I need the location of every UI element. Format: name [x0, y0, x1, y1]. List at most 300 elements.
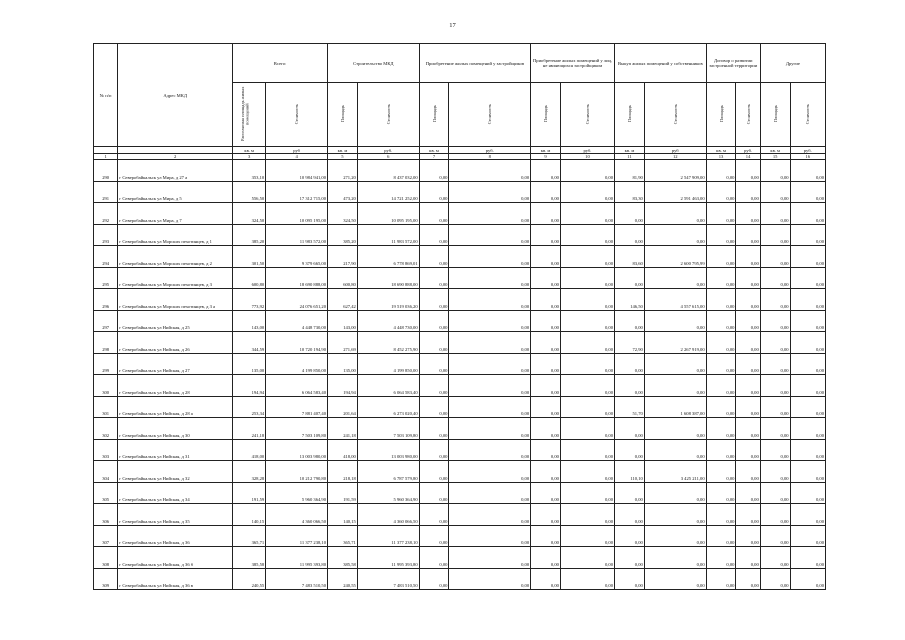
row-value: 2 600 795,99	[644, 246, 706, 268]
row-value: 0,00	[531, 203, 561, 225]
row-value: 0,00	[560, 181, 614, 203]
row-value: 0,00	[531, 396, 561, 418]
row-value: 365,71	[233, 525, 266, 547]
table-row	[94, 332, 826, 354]
row-value: 773,92	[233, 289, 266, 311]
group-construction: Строительство МКД	[328, 44, 420, 83]
row-value: 0,00	[706, 461, 736, 483]
row-value: 0,00	[644, 353, 706, 375]
row-value: 0,00	[790, 461, 825, 483]
page-number: 17	[449, 22, 456, 29]
unit-cell: кв. м	[419, 147, 449, 154]
subheader-cost: Стоимость	[644, 83, 706, 147]
row-value: 0,00	[706, 289, 736, 311]
row-value: 2 547 909,00	[644, 160, 706, 182]
row-value: 0,00	[531, 289, 561, 311]
unit-cell: кв. м	[328, 147, 358, 154]
table-row	[94, 396, 826, 418]
table-row	[94, 246, 826, 268]
row-value: 0,00	[736, 482, 760, 504]
column-number: 16	[790, 154, 825, 160]
row-number: 295	[94, 267, 118, 289]
table-row	[94, 203, 826, 225]
row-value: 0,00	[419, 224, 449, 246]
row-value: 11 377 238,10	[357, 525, 419, 547]
row-value: 0,00	[560, 289, 614, 311]
row-value: 10 984 941,00	[266, 160, 328, 182]
row-number: 307	[94, 525, 118, 547]
row-value: 0,00	[531, 224, 561, 246]
row-value: 0,00	[790, 181, 825, 203]
row-address: г Северобайкальск ул Мира, д 7	[118, 203, 233, 225]
row-value: 11 983 572,00	[357, 224, 419, 246]
row-value: 0,00	[419, 547, 449, 569]
subheader-area: Площадь	[419, 83, 449, 147]
row-value: 0,00	[560, 568, 614, 590]
row-value: 18 690 888,00	[357, 267, 419, 289]
row-value: 0,00	[560, 160, 614, 182]
row-value: 140,15	[233, 504, 266, 526]
row-value: 18 690 888,00	[266, 267, 328, 289]
row-value: 353,10	[233, 160, 266, 182]
row-value: 0,00	[760, 439, 790, 461]
row-value: 0,00	[760, 332, 790, 354]
unit-cell: кв. м	[760, 147, 790, 154]
subheader-area: Площадь	[531, 83, 561, 147]
row-value: 0,00	[419, 160, 449, 182]
row-value: 0,00	[449, 504, 531, 526]
row-value: 0,00	[706, 396, 736, 418]
subheader-cost: Стоимость	[449, 83, 531, 147]
group-other: Другие	[760, 44, 825, 83]
row-value: 0,00	[706, 267, 736, 289]
row-value: 0,00	[790, 332, 825, 354]
row-value: 0,00	[644, 568, 706, 590]
row-value: 0,00	[531, 267, 561, 289]
row-value: 0,00	[531, 547, 561, 569]
row-value: 0,00	[531, 504, 561, 526]
row-value: 0,00	[644, 310, 706, 332]
column-number: 8	[449, 154, 531, 160]
row-value: 194,94	[328, 375, 358, 397]
row-value: 0,00	[560, 482, 614, 504]
row-value: 0,00	[560, 310, 614, 332]
row-value: 0,00	[736, 224, 760, 246]
row-value: 0,00	[736, 181, 760, 203]
row-value: 6 064 583,40	[357, 375, 419, 397]
row-value: 0,00	[706, 353, 736, 375]
row-value: 0,00	[531, 525, 561, 547]
row-value: 5 960 364,90	[266, 482, 328, 504]
row-value: 81,90	[615, 160, 645, 182]
table-row	[94, 353, 826, 375]
row-address: г Северобайкальск ул Мира, д 27 а	[118, 160, 233, 182]
row-value: 0,00	[790, 547, 825, 569]
row-value: 0,00	[560, 203, 614, 225]
row-address: г Северобайкальск ул Нийская, д 32	[118, 461, 233, 483]
row-value: 14 721 252,00	[357, 181, 419, 203]
row-value: 13 003 980,00	[266, 439, 328, 461]
row-number: 300	[94, 375, 118, 397]
row-value: 324,50	[328, 203, 358, 225]
row-value: 7 483 510,50	[357, 568, 419, 590]
row-value: 0,00	[615, 267, 645, 289]
row-value: 11 983 572,00	[266, 224, 328, 246]
row-value: 0,00	[531, 332, 561, 354]
row-value: 0,00	[760, 224, 790, 246]
row-address: г Северобайкальск ул Морских пехотинцев, д 1	[118, 224, 233, 246]
row-value: 19 519 036,20	[357, 289, 419, 311]
column-number: 14	[736, 154, 760, 160]
row-value: 0,00	[531, 418, 561, 440]
row-value: 0,00	[760, 375, 790, 397]
row-number: 296	[94, 289, 118, 311]
column-number: 1	[94, 154, 118, 160]
row-value: 0,00	[531, 482, 561, 504]
row-value: 0,00	[790, 504, 825, 526]
row-value: 0,00	[760, 353, 790, 375]
row-value: 0,00	[706, 160, 736, 182]
row-value: 0,00	[419, 525, 449, 547]
row-value: 0,00	[615, 310, 645, 332]
row-value: 0,00	[790, 289, 825, 311]
row-value: 3 425 211,00	[644, 461, 706, 483]
row-address: г Северобайкальск ул Морских пехотинцев, д 3	[118, 267, 233, 289]
subheader-cost: Стоимость	[560, 83, 614, 147]
row-value: 0,00	[790, 246, 825, 268]
unit-cell: руб.	[449, 147, 531, 154]
table-row	[94, 504, 826, 526]
table-row	[94, 439, 826, 461]
row-value: 0,00	[560, 525, 614, 547]
row-value: 0,00	[790, 353, 825, 375]
table-row	[94, 547, 826, 569]
row-value: 0,00	[560, 547, 614, 569]
row-value: 0,00	[560, 504, 614, 526]
row-address: г Северобайкальск ул Нийская, д 28	[118, 375, 233, 397]
row-value: 51,70	[615, 396, 645, 418]
row-value: 0,00	[615, 504, 645, 526]
row-value: 0,00	[419, 332, 449, 354]
row-value: 0,00	[760, 482, 790, 504]
row-value: 0,00	[790, 203, 825, 225]
row-value: 0,00	[790, 482, 825, 504]
unit-cell: руб.	[790, 147, 825, 154]
row-value: 418,00	[328, 439, 358, 461]
unit-cell: руб	[644, 147, 706, 154]
row-value: 191,59	[233, 482, 266, 504]
row-value: 140,15	[328, 504, 358, 526]
row-value: 2 591 463,00	[644, 181, 706, 203]
row-value: 0,00	[706, 439, 736, 461]
row-value: 385,58	[233, 547, 266, 569]
row-value: 0,00	[736, 203, 760, 225]
row-value: 0,00	[760, 504, 790, 526]
row-value: 0,00	[644, 525, 706, 547]
row-value: 0,00	[419, 504, 449, 526]
row-value: 0,00	[615, 568, 645, 590]
row-value: 0,00	[449, 547, 531, 569]
column-number: 5	[328, 154, 358, 160]
row-value: 0,00	[706, 568, 736, 590]
row-value: 0,00	[419, 289, 449, 311]
row-value: 0,00	[706, 246, 736, 268]
row-number: 309	[94, 568, 118, 590]
row-value: 0,00	[449, 160, 531, 182]
column-number: 10	[560, 154, 614, 160]
row-address: г Северобайкальск ул Нийская, д 28 а	[118, 396, 233, 418]
row-value: 0,00	[449, 568, 531, 590]
units-row	[94, 147, 826, 154]
row-value: 0,00	[531, 568, 561, 590]
row-value: 201,64	[328, 396, 358, 418]
row-value: 0,00	[449, 332, 531, 354]
row-address: г Северобайкальск ул Нийская, д 31	[118, 439, 233, 461]
row-value: 0,00	[560, 224, 614, 246]
table-row	[94, 181, 826, 203]
row-value: 72,90	[615, 332, 645, 354]
column-number: 11	[615, 154, 645, 160]
row-value: 83,60	[615, 246, 645, 268]
row-value: 17 312 715,00	[266, 181, 328, 203]
row-address: г Северобайкальск ул Нийская, д 27	[118, 353, 233, 375]
row-value: 0,00	[449, 203, 531, 225]
row-value: 0,00	[560, 332, 614, 354]
table-row	[94, 224, 826, 246]
row-value: 0,00	[615, 375, 645, 397]
row-value: 5 960 364,90	[357, 482, 419, 504]
row-value: 0,00	[644, 375, 706, 397]
row-value: 0,00	[419, 181, 449, 203]
row-value: 191,59	[328, 482, 358, 504]
table-row	[94, 289, 826, 311]
row-number: 297	[94, 310, 118, 332]
subheader-area: Площадь	[760, 83, 790, 147]
row-address: г Северобайкальск ул Нийская, д 36 в	[118, 568, 233, 590]
row-value: 83,30	[615, 181, 645, 203]
group-total: Всего:	[233, 44, 328, 83]
row-value: 0,00	[449, 289, 531, 311]
col-number-header: № п/п	[94, 44, 118, 147]
row-value: 4 199 850,00	[266, 353, 328, 375]
column-number: 3	[233, 154, 266, 160]
subheader-total-area: Расселяемая площадь жилых помещений	[233, 83, 266, 147]
row-value: 0,00	[615, 482, 645, 504]
table-row	[94, 418, 826, 440]
row-value: 0,00	[615, 203, 645, 225]
row-value: 0,00	[615, 353, 645, 375]
row-value: 0,00	[615, 525, 645, 547]
row-value: 0,00	[790, 525, 825, 547]
row-value: 0,00	[560, 396, 614, 418]
row-value: 0,00	[706, 482, 736, 504]
row-value: 10 212 790,80	[266, 461, 328, 483]
row-value: 8 452 275,90	[357, 332, 419, 354]
table-row	[94, 482, 826, 504]
row-value: 0,00	[736, 375, 760, 397]
row-number: 303	[94, 439, 118, 461]
row-number: 294	[94, 246, 118, 268]
row-value: 0,00	[419, 375, 449, 397]
row-address: г Северобайкальск ул Нийская, д 30	[118, 418, 233, 440]
row-value: 0,00	[419, 396, 449, 418]
row-value: 0,00	[760, 525, 790, 547]
row-value: 344,59	[233, 332, 266, 354]
row-value: 301,50	[233, 246, 266, 268]
row-value: 6 064 583,40	[266, 375, 328, 397]
row-value: 0,00	[760, 396, 790, 418]
table-row	[94, 310, 826, 332]
row-value: 0,00	[790, 418, 825, 440]
row-value: 0,00	[736, 246, 760, 268]
row-value: 0,00	[736, 267, 760, 289]
row-value: 135,00	[328, 353, 358, 375]
row-value: 0,00	[560, 267, 614, 289]
row-value: 0,00	[736, 310, 760, 332]
row-value: 365,71	[328, 525, 358, 547]
row-value: 0,00	[736, 289, 760, 311]
row-value: 385,58	[328, 547, 358, 569]
unit-cell: кв. м	[706, 147, 736, 154]
row-value: 6 273 020,40	[357, 396, 419, 418]
row-value: 0,00	[419, 461, 449, 483]
group-purchase-non-developers: Приобретение жилых помещений у лиц, не являющихся застройщиком	[531, 44, 615, 83]
row-value: 0,00	[706, 181, 736, 203]
row-value: 0,00	[760, 289, 790, 311]
group-purchase-developers: Приобретение жилых помещений у застройщиков	[419, 44, 530, 83]
column-number: 13	[706, 154, 736, 160]
row-value: 0,00	[644, 203, 706, 225]
row-value: 0,00	[419, 482, 449, 504]
row-value: 194,94	[233, 375, 266, 397]
row-value: 0,00	[790, 568, 825, 590]
row-value: 0,00	[419, 203, 449, 225]
column-number: 15	[760, 154, 790, 160]
row-address: г Северобайкальск ул Морских пехотинцев, д 3 а	[118, 289, 233, 311]
row-value: 0,00	[419, 246, 449, 268]
row-value: 143,00	[328, 310, 358, 332]
row-value: 0,00	[760, 203, 790, 225]
row-value: 0,00	[419, 418, 449, 440]
row-value: 0,00	[560, 461, 614, 483]
row-value: 0,00	[449, 375, 531, 397]
table-row	[94, 525, 826, 547]
unit-cell: руб.	[357, 147, 419, 154]
row-value: 0,00	[531, 461, 561, 483]
row-value: 0,00	[419, 267, 449, 289]
row-value: 0,00	[760, 418, 790, 440]
row-value: 0,00	[736, 461, 760, 483]
header-row-groups	[94, 44, 826, 83]
row-value: 0,00	[790, 375, 825, 397]
row-value: 0,00	[644, 224, 706, 246]
row-value: 0,00	[615, 224, 645, 246]
row-number: 301	[94, 396, 118, 418]
column-number: 9	[531, 154, 561, 160]
group-buyout-owners: Выкуп жилых помещений у собственников	[615, 44, 707, 83]
column-number: 4	[266, 154, 328, 160]
unit-cell: кв. м	[233, 147, 266, 154]
subheader-area: Площадь	[615, 83, 645, 147]
row-value: 135,00	[233, 353, 266, 375]
row-value: 0,00	[419, 568, 449, 590]
row-value: 0,00	[449, 525, 531, 547]
row-value: 0,00	[560, 418, 614, 440]
row-value: 0,00	[531, 181, 561, 203]
row-value: 0,00	[644, 504, 706, 526]
row-value: 0,00	[644, 547, 706, 569]
row-value: 0,00	[560, 246, 614, 268]
row-value: 0,00	[449, 418, 531, 440]
row-value: 0,00	[706, 418, 736, 440]
row-value: 4 448 730,00	[357, 310, 419, 332]
row-number: 305	[94, 482, 118, 504]
row-value: 0,00	[736, 439, 760, 461]
row-number: 293	[94, 224, 118, 246]
row-value: 0,00	[449, 246, 531, 268]
col-address-header: Адрес МКД	[118, 44, 233, 147]
row-value: 4 199 850,00	[357, 353, 419, 375]
row-value: 110,10	[615, 461, 645, 483]
table-row	[94, 568, 826, 590]
resettlement-table	[93, 43, 826, 590]
column-number: 2	[118, 154, 233, 160]
row-value: 0,00	[615, 439, 645, 461]
row-number: 290	[94, 160, 118, 182]
row-value: 0,00	[531, 353, 561, 375]
row-value: 0,00	[449, 310, 531, 332]
row-value: 0,00	[706, 203, 736, 225]
table-body	[94, 160, 826, 590]
row-value: 0,00	[644, 482, 706, 504]
row-value: 0,00	[449, 181, 531, 203]
row-number: 302	[94, 418, 118, 440]
row-value: 0,00	[449, 224, 531, 246]
row-value: 240,55	[328, 568, 358, 590]
row-value: 0,00	[644, 418, 706, 440]
row-value: 0,00	[706, 525, 736, 547]
column-number: 7	[419, 154, 449, 160]
row-value: 0,00	[736, 160, 760, 182]
row-value: 271,20	[328, 160, 358, 182]
row-number: 299	[94, 353, 118, 375]
row-value: 8 437 032,00	[357, 160, 419, 182]
row-value: 24 076 651,20	[266, 289, 328, 311]
row-value: 0,00	[760, 461, 790, 483]
row-number: 308	[94, 547, 118, 569]
row-value: 0,00	[419, 439, 449, 461]
row-address: г Северобайкальск ул Мира, д 5	[118, 181, 233, 203]
row-value: 328,28	[233, 461, 266, 483]
row-value: 4 557 615,00	[644, 289, 706, 311]
row-value: 0,00	[531, 375, 561, 397]
row-value: 7 881 407,40	[266, 396, 328, 418]
table-row	[94, 375, 826, 397]
row-value: 0,00	[419, 353, 449, 375]
row-value: 0,00	[760, 181, 790, 203]
subheader-area: Площадь	[706, 83, 736, 147]
row-value: 0,00	[736, 547, 760, 569]
subheader-area: Площадь	[328, 83, 358, 147]
row-value: 6 778 869,01	[357, 246, 419, 268]
row-value: 0,00	[736, 332, 760, 354]
row-value: 0,00	[531, 160, 561, 182]
row-value: 0,00	[790, 396, 825, 418]
row-value: 0,00	[449, 482, 531, 504]
row-value: 13 003 980,00	[357, 439, 419, 461]
row-value: 0,00	[736, 568, 760, 590]
subheader-cost: Стоимость	[357, 83, 419, 147]
